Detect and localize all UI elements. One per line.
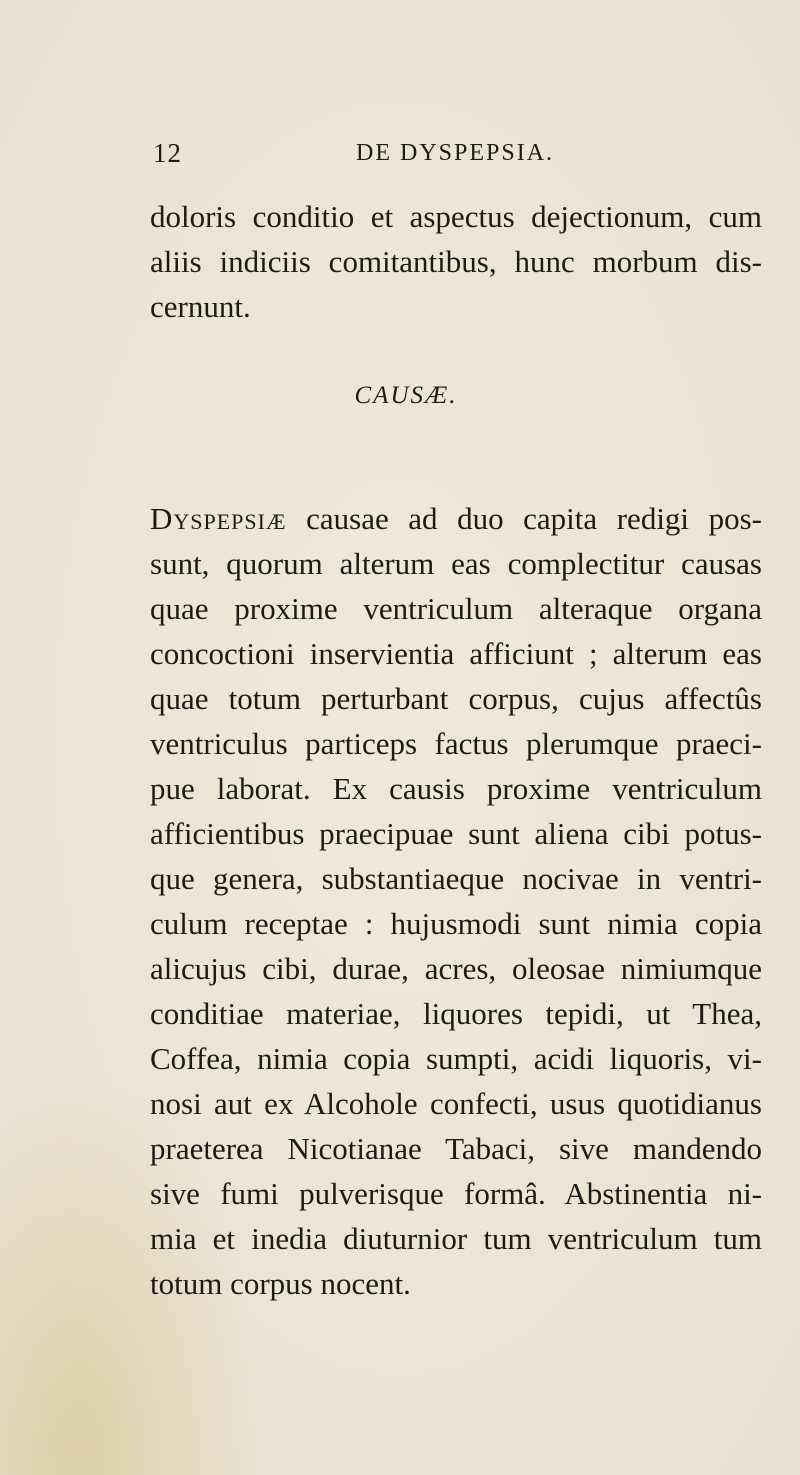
text-line: cernunt. bbox=[150, 289, 251, 324]
drop-word: Dyspepsiæ bbox=[150, 501, 287, 536]
text-line: culum receptae : hujusmodi sunt nimia copia bbox=[150, 906, 762, 941]
text-line: ventriculus particeps factus plerumque praeci- bbox=[150, 726, 762, 761]
text-line-first bbox=[150, 497, 762, 541]
text-line: quae proxime ventriculum alteraque organa bbox=[150, 591, 762, 626]
text-line: totum corpus nocent. bbox=[150, 1266, 411, 1301]
text-line: conditiae materiae, liquores tepidi, ut Thea, bbox=[150, 996, 762, 1031]
text-line: aliis indiciis comitantibus, hunc morbum dis- bbox=[150, 244, 762, 279]
running-title: DE DYSPEPSIA. bbox=[356, 140, 555, 166]
text-line: concoctioni inservientia afficiunt ; alterum eas bbox=[150, 636, 762, 671]
text-line: pue laborat. Ex causis proxime ventriculum bbox=[150, 771, 762, 806]
text-line: Coffea, nimia copia sumpti, acidi liquoris, vi- bbox=[150, 1041, 762, 1076]
text-line: afficientibus praecipuae sunt aliena cibi potus- bbox=[150, 816, 762, 851]
text-line: doloris conditio et aspectus dejectionum, cum bbox=[150, 199, 762, 234]
page-number: 12 bbox=[153, 138, 182, 168]
text-line: quae totum perturbant corpus, cujus affectûs bbox=[150, 681, 762, 716]
running-head bbox=[0, 138, 800, 178]
text-line: praeterea Nicotianae Tabaci, sive mandendo bbox=[150, 1131, 762, 1166]
text-line: alicujus cibi, durae, acres, oleosae nimiumque bbox=[150, 951, 762, 986]
first-line-rest: causae ad duo capita redigi pos- bbox=[286, 501, 762, 536]
section-heading: CAUSÆ. bbox=[354, 382, 458, 409]
text-line: sive fumi pulverisque formâ. Abstinentia ni- bbox=[150, 1176, 762, 1211]
text-line: que genera, substantiaeque nocivae in ventri- bbox=[150, 861, 762, 896]
text-line: nosi aut ex Alcohole confecti, usus quotidianus bbox=[150, 1086, 762, 1121]
text-line: mia et inedia diuturnior tum ventriculum tum bbox=[150, 1221, 762, 1256]
text-line: sunt, quorum alterum eas complectitur causas bbox=[150, 546, 762, 581]
